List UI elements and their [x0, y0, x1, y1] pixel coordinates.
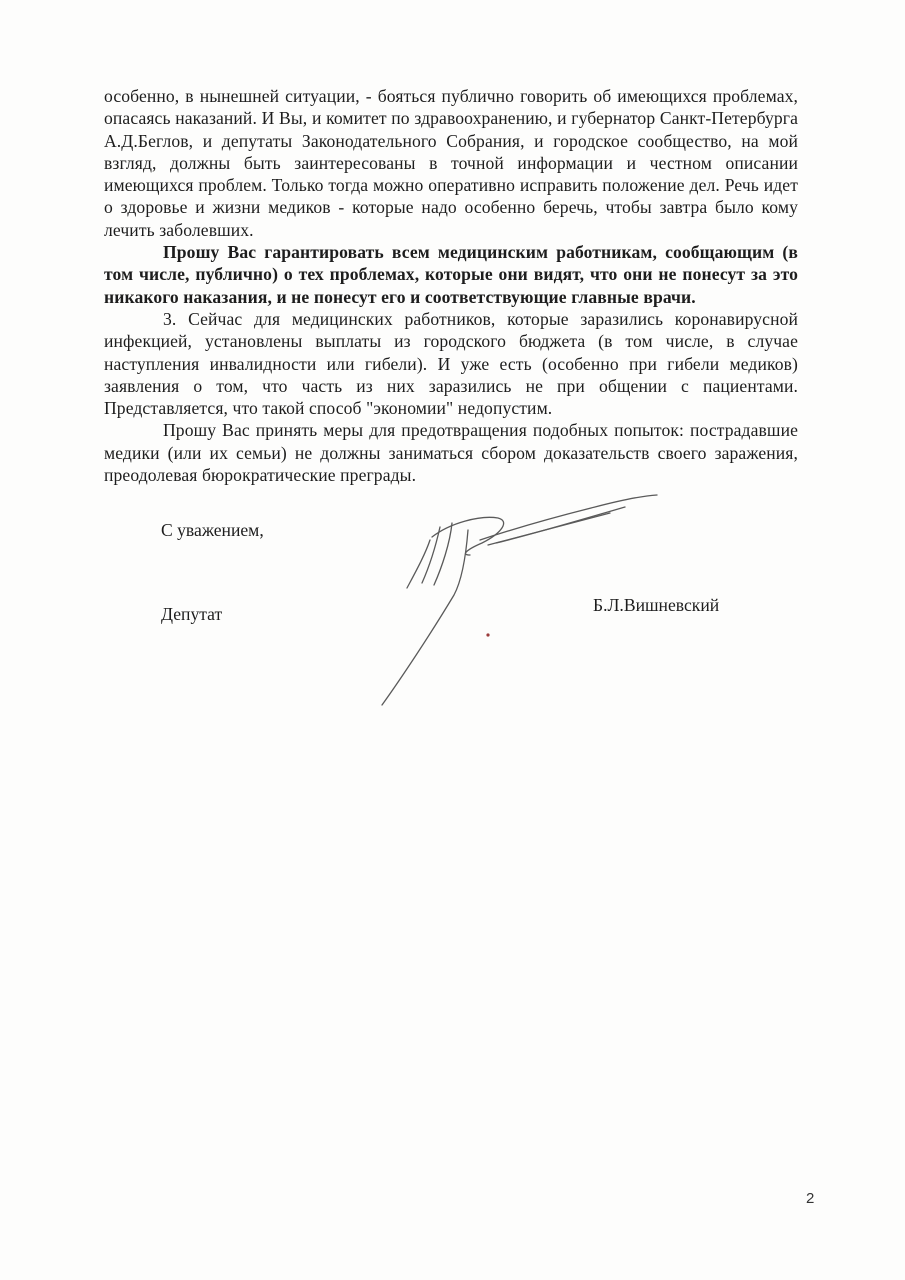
closing-greeting: С уважением, — [161, 520, 264, 540]
signer-name: Б.Л.Вишневский — [593, 595, 720, 615]
request-measures-paragraph: Прошу Вас принять меры для предотвращения подобных попыток: пострадавшие медики (или их семьи) не должны заниматься сбором доказательств своего заражения, преодолевая бюрократические преграды. — [104, 420, 798, 486]
paragraph-continuation: особенно, в нынешней ситуации, - бояться публично говорить об имеющихся проблемах, опасаясь наказаний. И Вы, и комитет по здравоохранению, и губернатор Санкт-Петербурга А.Д.Беглов, и депутаты Законодательного Собрания, и городское сообщество, на мой взгляд, должны быть заинтересованы в точной информации и честном описании имеющихся проблем. Только тогда можно оперативно исправить положение дел. Речь идет о здоровье и жизни медиков - которые надо особенно беречь, чтобы завтра было кому лечить заболевших. — [104, 86, 798, 240]
signer-position: Депутат — [161, 604, 223, 624]
paragraph-item-3: 3. Сейчас для медицинских работников, которые заразились коронавирусной инфекцией, установлены выплаты из городского бюджета (в том числе, в случае наступления инвалидности или гибели). И уже есть (особенно при гибели медиков) заявления о том, что часть из них заразились не при общении с пациентами. Представляется, что такой способ "экономии" недопустим. — [104, 308, 798, 419]
page-number: 2 — [806, 1190, 815, 1207]
request-guarantee-paragraph: Прошу Вас гарантировать всем медицинским работникам, сообщающим (в том числе, публично) о тех проблемах, которые они видят, что они не понесут за это никакого наказания, и не понесут его и соответствующие главные врачи. — [104, 242, 798, 307]
letter-body — [104, 85, 798, 486]
